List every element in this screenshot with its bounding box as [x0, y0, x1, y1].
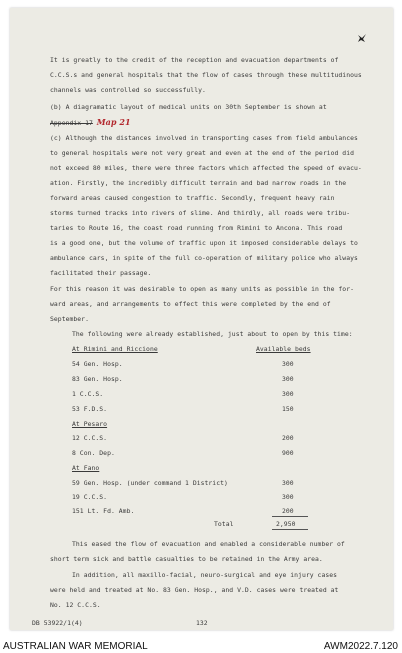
paragraph-line: This eased the flow of evacuation and enabled a considerable number of [72, 540, 345, 548]
table-unit: 54 Gen. Hosp. [72, 360, 123, 368]
paragraph-line: No. 12 C.C.S. [50, 601, 101, 609]
table-beds: 300 [282, 360, 294, 368]
paragraph-line: were held and treated at No. 83 Gen. Hosp., and V.D. cases were treated at [50, 586, 339, 594]
paragraph-line: not exceed 80 miles, there were three factors which affected the speed of evacu- [50, 164, 362, 172]
table-unit: 12 C.C.S. [72, 434, 108, 442]
table-unit: 151 Lt. Fd. Amb. [72, 507, 135, 515]
stamp-mark-icon [356, 32, 368, 44]
table-group-heading: At Pesaro [72, 420, 108, 428]
table-unit: 19 C.C.S. [72, 493, 108, 501]
paragraph-line: ation. Firstly, the incredibly difficult terrain and bad narrow roads in the [50, 179, 347, 187]
appendix-reference [50, 118, 131, 127]
paragraph-line: C.C.S.s and general hospitals that the flow of cases through these multitudinous [50, 71, 362, 79]
page-reference: DB 53922/1(4) [32, 619, 83, 627]
paragraph-line: forward areas caused congestion to traffic. Secondly, frequent heavy rain [50, 194, 335, 202]
paragraph-line: (c) Although the distances involved in transporting cases from field ambulances [50, 134, 358, 142]
paragraph-line: For this reason it was desirable to open as many units as possible in the for- [50, 285, 355, 293]
total-rule [272, 529, 308, 530]
handwritten-annotation: Map 21 [96, 117, 131, 127]
table-beds: 900 [282, 449, 294, 457]
table-beds: 300 [282, 375, 294, 383]
total-label: Total [214, 520, 234, 528]
table-beds: 300 [282, 390, 294, 398]
paragraph-line: is a good one, but the volume of traffic upon it imposed considerable delays to [50, 239, 358, 247]
table-unit: 53 F.D.S. [72, 405, 108, 413]
table-group-heading: At Rimini and Riccione [72, 345, 158, 353]
table-column-heading: Available beds [256, 345, 311, 353]
page-number: 132 [196, 619, 208, 627]
paragraph-line: channels was controlled so successfully. [50, 86, 206, 94]
paragraph-line: (b) A diagramatic layout of medical units on 30th September is shown at [50, 103, 327, 111]
paragraph-line: It is greatly to the credit of the reception and evacuation departments of [50, 56, 339, 64]
table-beds: 200 [282, 507, 294, 515]
paragraph-line: September. [50, 315, 89, 323]
paragraph-line: storms turned tracks into rivers of slime. And thirdly, all roads were tribu- [50, 209, 351, 217]
table-beds: 150 [282, 405, 294, 413]
footer-right: AWM2022.7.120 [323, 641, 398, 652]
total-rule [272, 516, 308, 517]
table-unit: 59 Gen. Hosp. (under command 1 District) [72, 479, 228, 487]
paragraph-line: ward areas, and arrangements to effect this were completed by the end of [50, 300, 331, 308]
paragraph-line: short term sick and battle casualties to be retained in the Army area. [50, 555, 323, 563]
total-value: 2,950 [276, 520, 296, 528]
paragraph-line: ambulance cars, in spite of the full co-operation of military police who always [50, 254, 358, 262]
document-page [10, 8, 393, 630]
paragraph-line: The following were already established, just about to open by this time: [72, 330, 353, 338]
paragraph-line: to general hospitals were not very great and even at the end of the period did [50, 149, 355, 157]
table-beds: 300 [282, 479, 294, 487]
table-unit: 83 Gen. Hosp. [72, 375, 123, 383]
paragraph-line: In addition, all maxillo-facial, neuro-surgical and eye injury cases [72, 571, 338, 579]
struck-text: Appendix 17 [50, 119, 93, 127]
table-beds: 300 [282, 493, 294, 501]
table-beds: 200 [282, 434, 294, 442]
paragraph-line: taries to Route 16, the coast road running from Rimini to Ancona. This road [50, 224, 343, 232]
table-group-heading: At Fano [72, 464, 100, 472]
footer-left: AUSTRALIAN WAR MEMORIAL [3, 641, 148, 652]
paragraph-line: facilitated their passage. [50, 269, 152, 277]
table-unit: 1 C.C.S. [72, 390, 104, 398]
table-unit: 8 Con. Dep. [72, 449, 115, 457]
